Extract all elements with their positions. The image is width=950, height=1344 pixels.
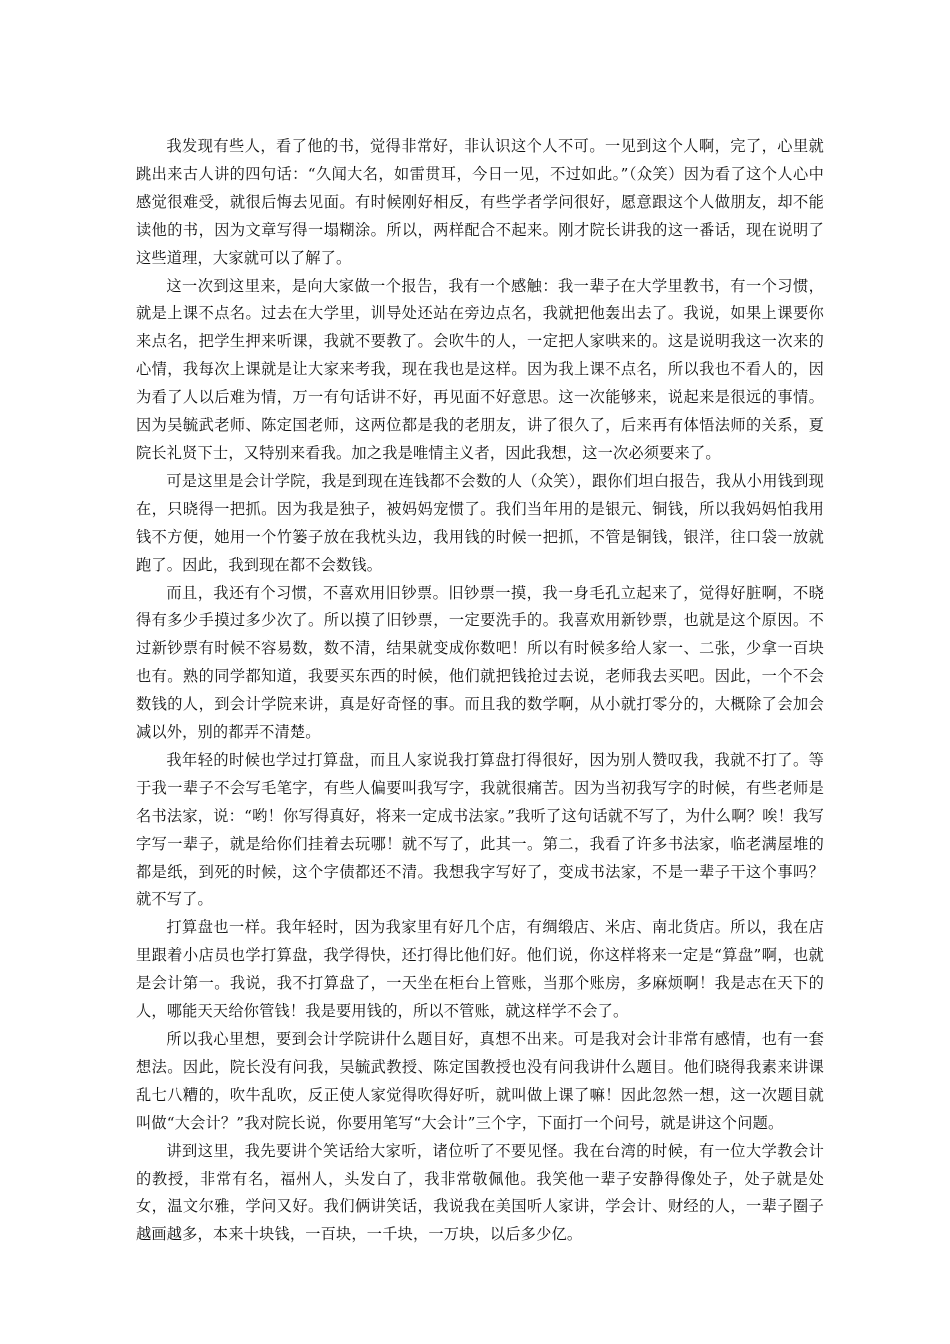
paragraph-4: 而且，我还有个习惯，不喜欢用旧钞票。旧钞票一摸，我一身毛孔立起来了，觉得好脏啊，不晓得有多少手摸过多少次了。所以摸了旧钞票，一定要洗手的。我喜欢用新钞票，也就是这个原因。不过新钞票有时候不容易数，数不清，结果就变成你数吧！所以有时候多给人家一、二张，少拿一百块也有。熟的同学都知道，我要买东西的时候，他们就把钱抢过去说，老师我去买吧。因此，一个不会数钱的人，到会计学院来讲，真是好奇怪的事。而且我的数学啊，从小就打零分的，大概除了会加会减以外，别的都弄不清楚。 bbox=[136, 583, 824, 742]
paragraph-7: 所以我心里想，要到会计学院讲什么题目好，真想不出来。可是我对会计非常有感情，也有一套想法。因此，院长没有问我，吴毓武教授、陈定国教授也没有问我讲什么题目。他们晓得我素来讲课乱七八糟的，吹牛乱吹，反正使人家觉得吹得好听，就叫做上课了嘛！因此忽然一想，这一次题目就叫做“大会计？”我对院长说，你要用笔写“大会计”三个字，下面打一个问号，就是讲这个问题。 bbox=[136, 1030, 824, 1132]
paragraph-6: 打算盘也一样。我年轻时，因为我家里有好几个店，有绸缎店、米店、南北货店。所以，我在店里跟着小店员也学打算盘，我学得快，还打得比他们好。他们说，你这样将来一定是“算盘”啊，也就是会计第一。我说，我不打算盘了，一天坐在柜台上管账，当那个账房，多麻烦啊！我是志在天下的人，哪能天天给你管钱！我是要用钱的，所以不管账，就这样学不会了。 bbox=[136, 918, 824, 1021]
paragraph-3: 可是这里是会计学院，我是到现在连钱都不会数的人（众笑），跟你们坦白报告，我从小用钱到现在，只晓得一把抓。因为我是独子，被妈妈宠惯了。我们当年用的是银元、铜钱，所以我妈妈怕我用钱不方便，她用一个竹篓子放在我枕头边，我用钱的时候一把抓，不管是铜钱，银洋，往口袋一放就跑了。因此，我到现在都不会数钱。 bbox=[136, 471, 824, 574]
paragraph-1: 我发现有些人，看了他的书，觉得非常好，非认识这个人不可。一见到这个人啊，完了，心里就跳出来古人讲的四句话：“久闻大名，如雷贯耳，今日一见，不过如此。”（众笑）因为看了这个人心中感觉很难受，就很后悔去见面。有时候刚好相反，有些学者学问很好，愿意跟这个人做朋友，却不能读他的书，因为文章写得一塌糊涂。所以，两样配合不起来。刚才院长讲我的这一番话，现在说明了这些道理，大家就可以了解了。 bbox=[136, 137, 824, 267]
paragraph-5: 我年轻的时候也学过打算盘，而且人家说我打算盘打得很好，因为别人赞叹我，我就不打了。等于我一辈子不会写毛笔字，有些人偏要叫我写字，我就很痛苦。因为当初我写字的时候，有些老师是名书法家，说：“哟！你写得真好，将来一定成书法家。”我听了这句话就不写了，为什么啊？唉！我写字写一辈子，就是给你们挂着去玩哪！就不写了，此其一。第二，我看了许多书法家，临老满屋堆的都是纸，到死的时候，这个字债都还不清。我想我字写好了，变成书法家，不是一辈子干这个事吗？就不写了。 bbox=[136, 750, 824, 909]
paragraph-8: 讲到这里，我先要讲个笑话给大家听，诸位听了不要见怪。我在台湾的时候，有一位大学教会计的教授，非常有名，福州人，头发白了，我非常敬佩他。我笑他一辈子安静得像处子，处子就是处女，温文尔雅，学问又好。我们俩讲笑话，我说我在美国听人家讲，学会计、财经的人，一辈子圈子越画越多，本来十块钱，一百块，一千块，一万块，以后多少亿。 bbox=[136, 1141, 824, 1244]
document-body bbox=[136, 133, 824, 1249]
paragraph-2: 这一次到这里来，是向大家做一个报告，我有一个感触：我一辈子在大学里教书，有一个习惯，就是上课不点名。过去在大学里，训导处还站在旁边点名，我就把他轰出去了。我说，如果上课要你来点名，把学生押来听课，我就不要教了。会吹牛的人，一定把人家哄来的。这是说明我这一次来的心情，我每次上课就是让大家来考我，现在我也是这样。因为我上课不点名，所以我也不看人的，因为看了人以后难为情，万一有句话讲不好，再见面不好意思。这一次能够来，说起来是很远的事情。因为吴毓武老师、陈定国老师，这两位都是我的老朋友，讲了很久了，后来再有体悟法师的关系，夏院长礼贤下士，又特别来看我。加之我是唯情主义者，因此我想，这一次必须要来了。 bbox=[136, 276, 824, 462]
